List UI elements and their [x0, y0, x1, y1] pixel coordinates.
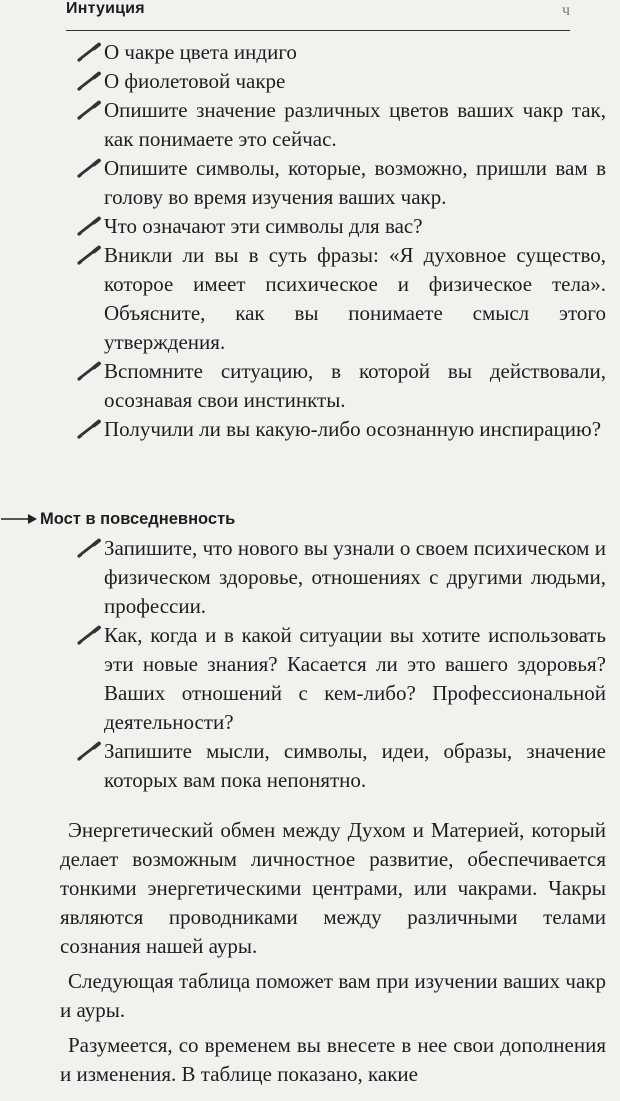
- pencil-icon: [77, 100, 101, 120]
- body-text: [60, 816, 606, 1095]
- section-heading: [0, 506, 235, 532]
- question-item-text: Опишите символы, которые, возможно, пришли вам в голову во время изучения ваших чакр.: [104, 156, 606, 209]
- pencil-icon: [77, 419, 101, 439]
- bridge-item: [76, 737, 606, 795]
- running-title: Интуиция: [66, 0, 145, 17]
- paragraph: Разумеется, со временем вы внесете в нее свои дополнения и изменения. В таблице показано, какие: [60, 1033, 606, 1086]
- pencil-icon: [77, 42, 101, 62]
- bridge-item: [76, 621, 606, 737]
- pencil-icon: [77, 538, 101, 558]
- pencil-icon: [77, 245, 101, 265]
- question-item: [76, 38, 606, 67]
- pencil-icon: [77, 361, 101, 381]
- paragraph: Следующая таблица поможет вам при изучении ваших чакр и ауры.: [60, 969, 606, 1022]
- question-item: [76, 96, 606, 154]
- bridge-list: [76, 534, 606, 795]
- bridge-item: [76, 534, 606, 621]
- questions-list: [76, 38, 606, 444]
- question-item-text: О фиолетовой чакре: [104, 69, 286, 93]
- question-item-text: Вспомните ситуацию, в которой вы действовали, осознавая свои инстинкты.: [104, 359, 606, 412]
- pencil-icon: [77, 741, 101, 761]
- question-item-text: Получили ли вы какую-либо осознанную инспирацию?: [104, 417, 602, 441]
- question-item-text: Опишите значение различных цветов ваших чакр так, как понимаете это сейчас.: [104, 98, 606, 151]
- pencil-icon: [77, 71, 101, 91]
- paragraph: Энергетический обмен между Духом и Материей, который делает возможным личностное развитие, обеспечивается тонкими энергетическими центрами, или чакрами. Чакры являются проводниками между различными телами сознания нашей ауры.: [60, 818, 606, 958]
- bridge-item-text: Запишите мысли, символы, идеи, образы, значение которых вам пока непонятно.: [104, 739, 606, 792]
- bridge-item-text: Запишите, что нового вы узнали о своем психическом и физическом здоровье, отношениях с другими людьми, профессии.: [104, 536, 606, 618]
- question-item-text: О чакре цвета индиго: [104, 40, 297, 64]
- bridge-item-text: Как, когда и в какой ситуации вы хотите использовать эти новые знания? Касается ли это вашего здоровья? Ваших отношений с кем-либо? Профессиональной деятельности?: [104, 623, 606, 734]
- page-corner-mark: ч: [561, 2, 570, 19]
- question-item: [76, 357, 606, 415]
- pencil-icon: [77, 216, 101, 236]
- pencil-icon: [77, 158, 101, 178]
- pencil-icon: [77, 625, 101, 645]
- question-item: [76, 212, 606, 241]
- question-item: [76, 154, 606, 212]
- section-title: Мост в повседневность: [40, 509, 236, 528]
- question-item-text: Вникли ли вы в суть фразы: «Я духовное существо, которое имеет психическое и физическое тела». Объясните, как вы понимаете смысл этого утверждения.: [104, 243, 606, 354]
- arrow-right-icon: [0, 512, 38, 526]
- page-header: [66, 0, 570, 31]
- question-item-text: Что означают эти символы для вас?: [104, 214, 423, 238]
- question-item: [76, 241, 606, 357]
- question-item: [76, 415, 606, 444]
- question-item: [76, 67, 606, 96]
